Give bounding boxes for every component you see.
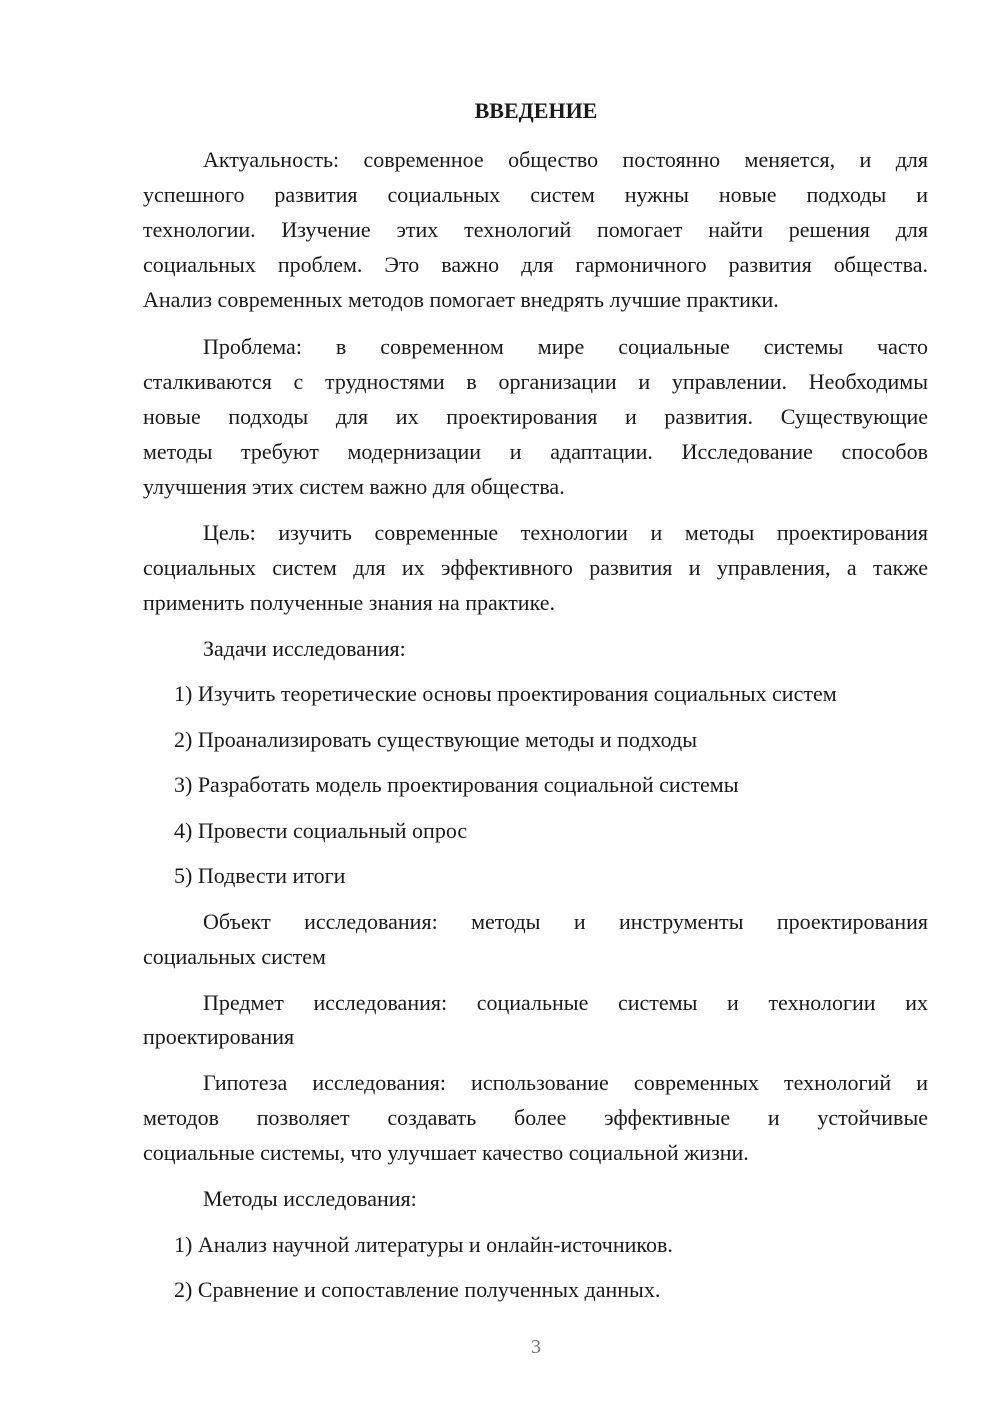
relevance-line-1: Актуальность: современное общество постоянно меняется, и для	[203, 147, 928, 172]
page-title: ВВЕДЕНИЕ	[474, 98, 598, 123]
problem-line-2: сталкиваются с трудностями в организации и управлении. Необходимы	[143, 369, 928, 394]
task-item-3: 3) Разработать модель проектирования социальной системы	[174, 772, 739, 797]
task-item-4: 4) Провести социальный опрос	[174, 818, 468, 843]
object-line-1: Объект исследования: методы и инструменты проектирования	[203, 909, 928, 934]
task-item-5: 5) Подвести итоги	[174, 863, 346, 888]
problem-line-5: улучшения этих систем важно для общества.	[143, 474, 565, 499]
relevance-line-2: успешного развития социальных систем нужны новые подходы и	[143, 182, 928, 207]
hypothesis-line-1: Гипотеза исследования: использование современных технологий и	[203, 1070, 928, 1095]
problem-line-4: методы требуют модернизации и адаптации. Исследование способов	[143, 439, 928, 464]
goal-line-2: социальных систем для их эффективного развития и управления, а также	[143, 555, 928, 580]
methods-title: Методы исследования:	[203, 1186, 417, 1211]
goal-line-1: Цель: изучить современные технологии и методы проектирования	[203, 520, 928, 545]
hypothesis-line-3: социальные системы, что улучшает качество социальной жизни.	[143, 1140, 749, 1165]
hypothesis-line-2: методов позволяет создавать более эффективные и устойчивые	[143, 1105, 928, 1130]
object-line-2: социальных систем	[143, 944, 326, 969]
task-item-1: 1) Изучить теоретические основы проектирования социальных систем	[174, 681, 837, 706]
relevance-line-3: технологии. Изучение этих технологий помогает найти решения для	[143, 217, 928, 242]
method-item-2: 2) Сравнение и сопоставление полученных данных.	[174, 1277, 661, 1302]
goal-line-3: применить полученные знания на практике.	[143, 590, 555, 615]
page-number: 3	[531, 1336, 541, 1358]
relevance-line-5: Анализ современных методов помогает внедрять лучшие практики.	[143, 287, 779, 312]
subject-line-2: проектирования	[143, 1024, 295, 1049]
method-item-1: 1) Анализ научной литературы и онлайн-источников.	[174, 1232, 673, 1257]
tasks-title: Задачи исследования:	[203, 636, 406, 661]
problem-line-3: новые подходы для их проектирования и развития. Существующие	[143, 404, 928, 429]
subject-line-1: Предмет исследования: социальные системы и технологии их	[203, 990, 928, 1015]
task-item-2: 2) Проанализировать существующие методы и подходы	[174, 727, 697, 752]
relevance-line-4: социальных проблем. Это важно для гармоничного развития общества.	[143, 252, 928, 277]
problem-line-1: Проблема: в современном мире социальные системы часто	[203, 334, 928, 359]
